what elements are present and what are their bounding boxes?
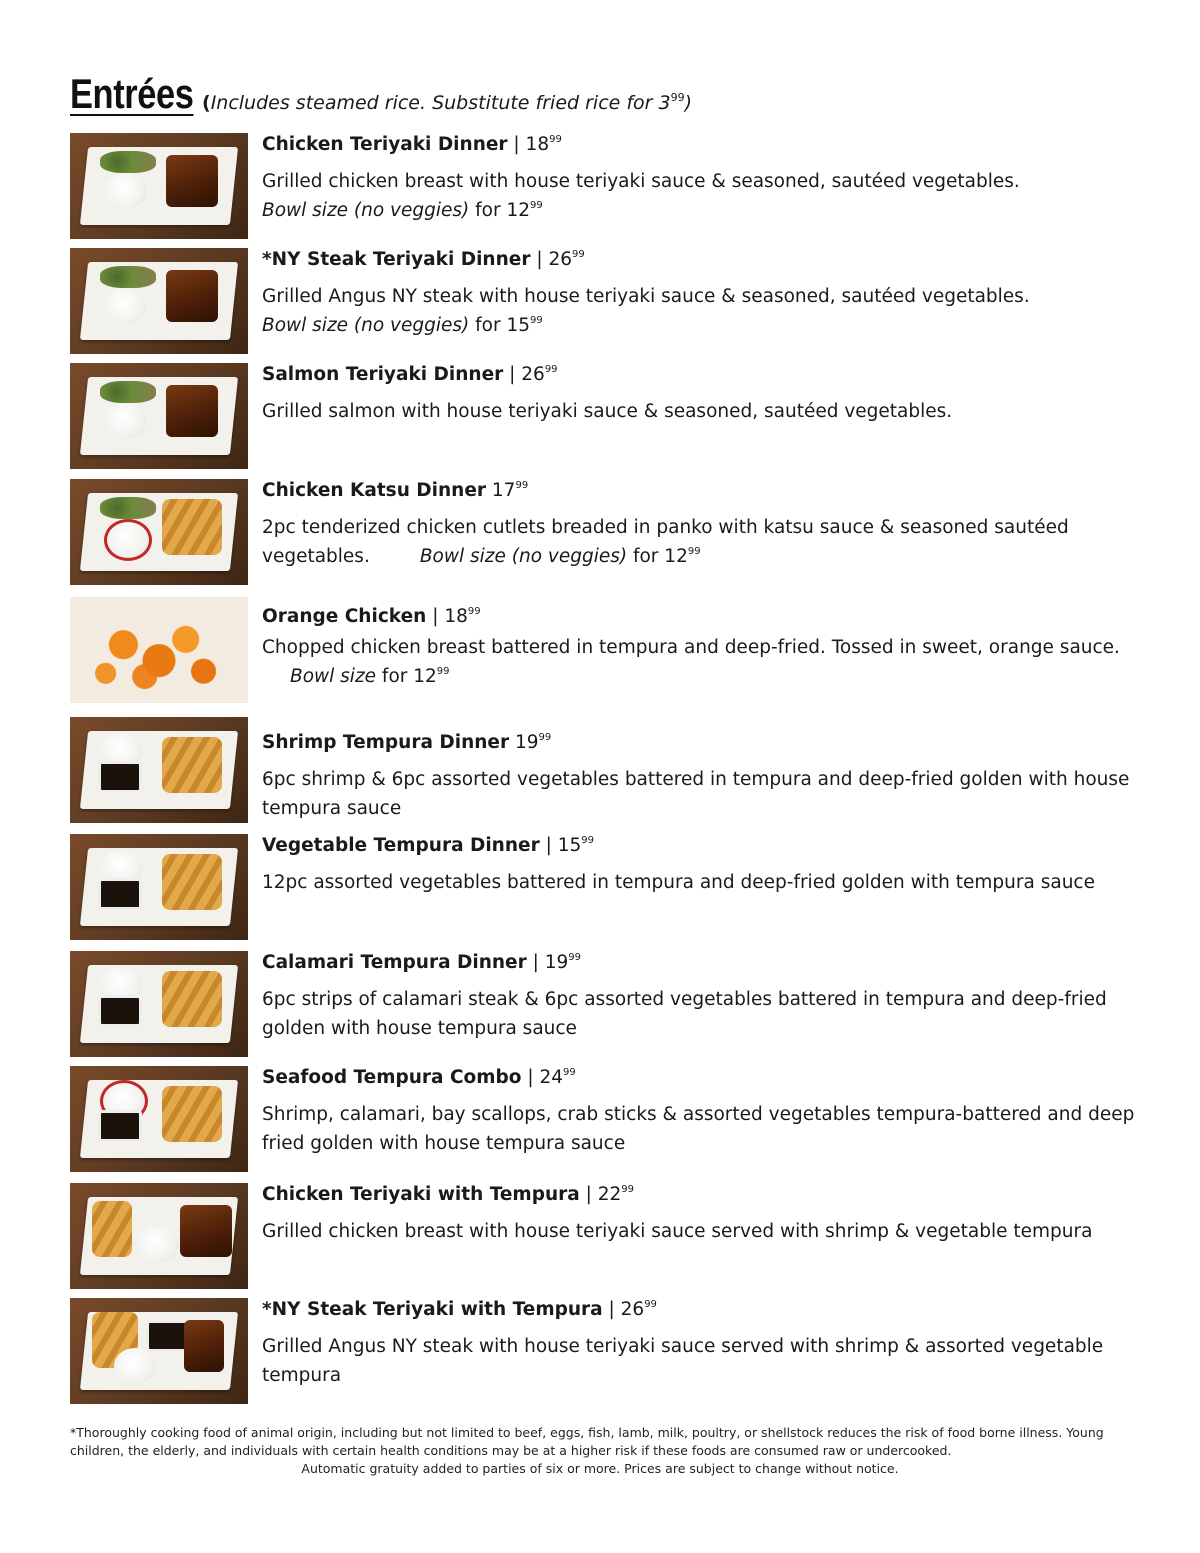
- item-name: Shrimp Tempura Dinner $19^{99}$: [262, 732, 552, 753]
- item-description: Grilled Angus NY steak with house teriyaki sauce served with shrimp & assorted vegetable tempura: [262, 1336, 1104, 1386]
- rice-note: [202, 92, 692, 114]
- rice-note-cents: 99: [670, 91, 685, 104]
- item-name: Calamari Tempura Dinner | $19^{99}$: [262, 952, 581, 973]
- item-description: Chopped chicken breast battered in tempura and deep-fried. Tossed in sweet, orange sauce.Bowl size for $12^{99}$: [262, 637, 1120, 687]
- gratuity-notice: Automatic gratuity added to parties of six or more. Prices are subject to change without notice.: [301, 1461, 899, 1476]
- item-description: Shrimp, calamari, bay scallops, crab sticks & assorted vegetables tempura-battered and deep fried golden with house tempura sauce: [262, 1104, 1135, 1154]
- rice-note-text: Includes steamed rice. Substitute fried rice for 3: [210, 92, 671, 114]
- item-description: Grilled salmon with house teriyaki sauce & seasoned, sautéed vegetables.: [262, 401, 953, 422]
- item-name: Chicken Katsu Dinner $17^{99}$: [262, 480, 529, 501]
- item-description: 6pc shrimp & 6pc assorted vegetables battered in tempura and deep-fried golden with house tempura sauce: [262, 769, 1130, 819]
- ny-steak-teriyaki-tempura-photo: [70, 1298, 248, 1404]
- salmon-teriyaki-photo: [70, 363, 248, 469]
- item-name: Vegetable Tempura Dinner | $15^{99}$: [262, 835, 594, 856]
- orange-chicken-photo: [70, 597, 248, 703]
- ny-steak-teriyaki-photo: [70, 248, 248, 354]
- item-name: *NY Steak Teriyaki Dinner | $26^{99}$: [262, 249, 585, 270]
- bowl-size-label: Bowl size (no veggies): [262, 315, 470, 336]
- chicken-katsu-photo: [70, 479, 248, 585]
- item-name: Salmon Teriyaki Dinner | $26^{99}$: [262, 364, 558, 385]
- item-description: 12pc assorted vegetables battered in tempura and deep-fried golden with tempura sauce: [262, 872, 1095, 893]
- item-description: Grilled chicken breast with house teriyaki sauce & seasoned, sautéed vegetables. Bowl size (no veggies) for $12^{99}$: [262, 171, 1020, 221]
- chicken-teriyaki-tempura-photo: [70, 1183, 248, 1289]
- vegetable-tempura-photo: [70, 834, 248, 940]
- food-safety-warning: *Thoroughly cooking food of animal origin, including but not limited to beef, eggs, fish, lamb, milk, poultry, or shellstock reduces the risk of food borne illness. Young children, the elderly, and individuals with certain health conditions may be at a higher risk if these foods are consumed raw or undercooked.: [70, 1425, 1104, 1458]
- menu-header: [70, 70, 693, 118]
- item-name: Orange Chicken | $18^{99}$: [262, 606, 481, 627]
- item-name: *NY Steak Teriyaki with Tempura | $26^{99}$: [262, 1299, 657, 1320]
- item-name: Seafood Tempura Combo | $24^{99}$: [262, 1067, 576, 1088]
- bowl-size-label: Bowl size (no veggies): [262, 200, 470, 221]
- item-description: Grilled chicken breast with house teriyaki sauce served with shrimp & vegetable tempura: [262, 1221, 1093, 1242]
- chicken-teriyaki-photo: [70, 133, 248, 239]
- item-description: 2pc tenderized chicken cutlets breaded in panko with katsu sauce & seasoned sautéed vegetables. Bowl size (no veggies) for $12^{99}$: [262, 517, 1069, 567]
- calamari-tempura-photo: [70, 951, 248, 1057]
- bowl-size-label: Bowl size (no veggies): [419, 546, 628, 567]
- seafood-tempura-photo: [70, 1066, 248, 1172]
- rice-note-close: ): [684, 92, 693, 114]
- item-name: Chicken Teriyaki with Tempura | $22^{99}$: [262, 1184, 634, 1205]
- page-title: Entrées: [70, 70, 194, 117]
- rice-note-open: (: [202, 92, 211, 114]
- bowl-size-label: Bowl size: [290, 666, 377, 687]
- item-description: Grilled Angus NY steak with house teriyaki sauce & seasoned, sautéed vegetables. Bowl size (no veggies) for $15^{99}$: [262, 286, 1030, 336]
- item-description: 6pc strips of calamari steak & 6pc assorted vegetables battered in tempura and deep-fried golden with house tempura sauce: [262, 989, 1107, 1039]
- menu-footer: [70, 1424, 1130, 1478]
- item-name: Chicken Teriyaki Dinner | $18^{99}$: [262, 134, 562, 155]
- shrimp-tempura-photo: [70, 717, 248, 823]
